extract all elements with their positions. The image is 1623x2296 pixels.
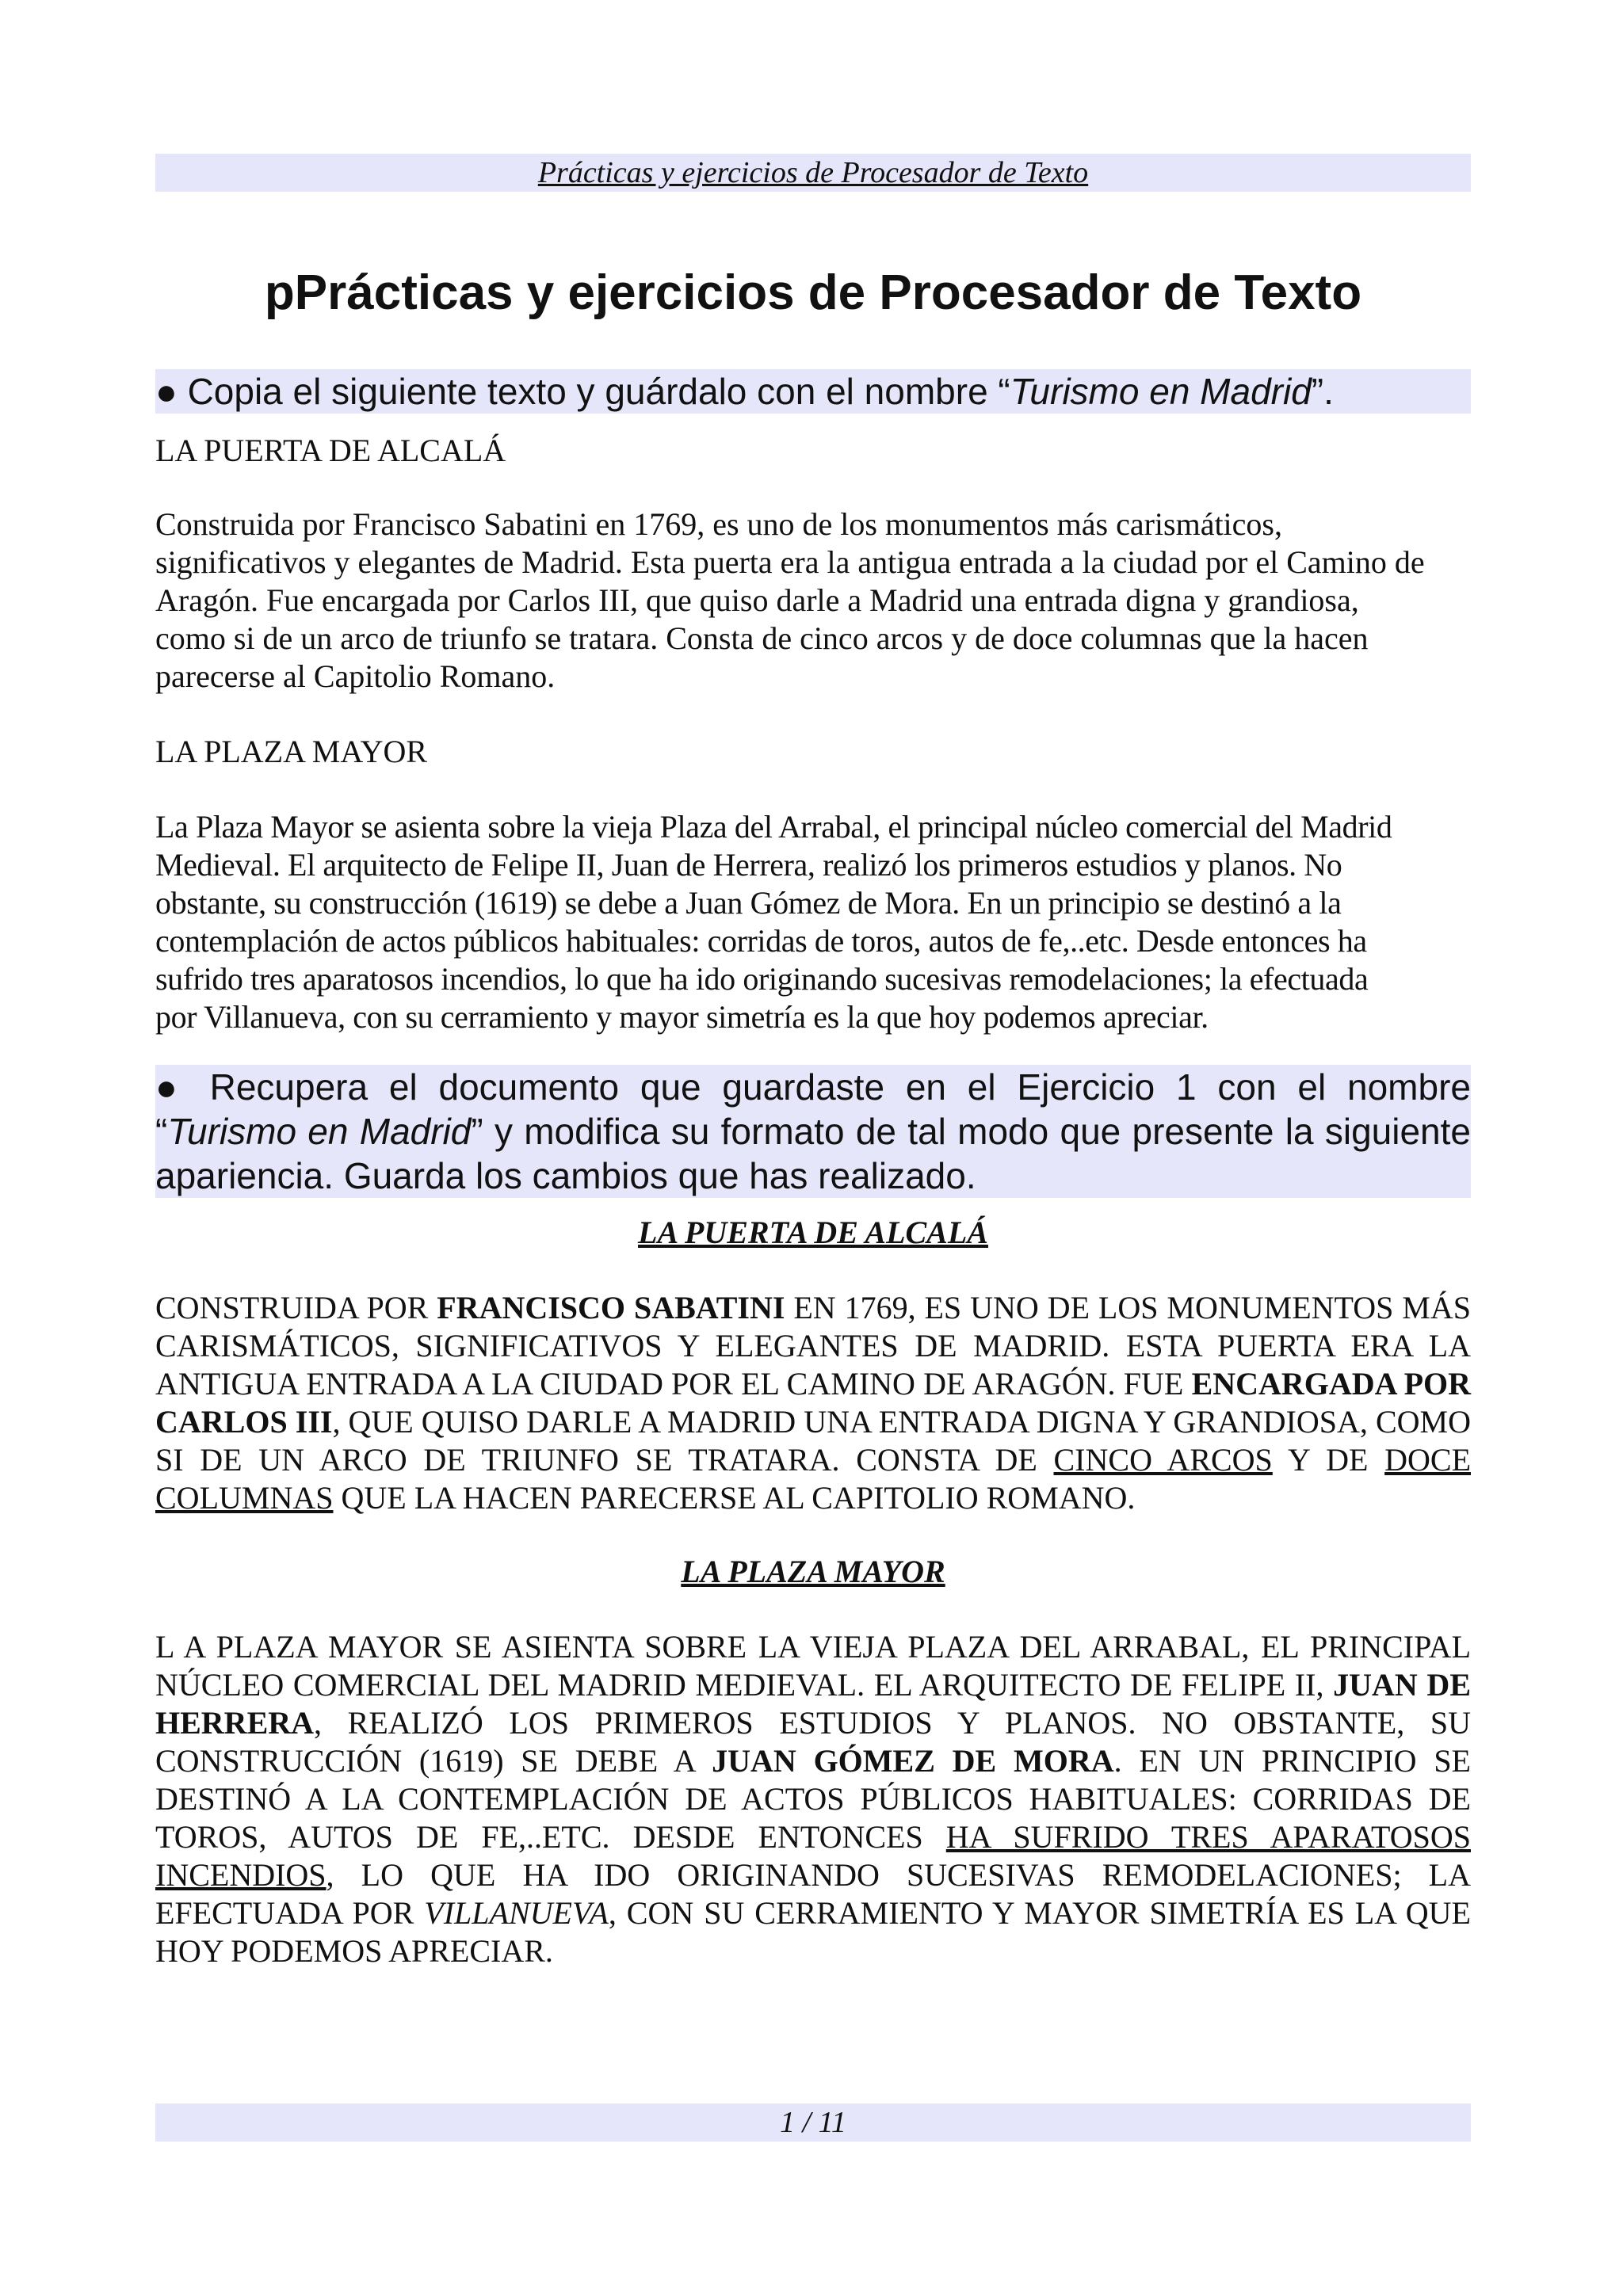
italic-name: VILLANUEVA (424, 1895, 609, 1931)
text-line: parecerse al Capitolio Romano. (155, 658, 556, 694)
text-line: significativos y elegantes de Madrid. Esta puerta era la antigua entrada a la ciudad por el Camino de (155, 544, 1425, 580)
plain-heading-plaza: LA PLAZA MAYOR (155, 734, 428, 769)
exercise-2-instruction: ● Recupera el documento que guardaste en el Ejercicio 1 con el nombre “Turismo en Madrid” y modifica su formato de tal modo que presente la siguiente apariencia. Guarda los cambios que has realizado. (155, 1066, 1472, 1196)
document-name: Turismo en Madrid (1010, 371, 1312, 412)
text-line: como si de un arco de triunfo se tratara. Consta de cinco arcos y de doce columnas que la hacen (155, 620, 1369, 656)
formatted-paragraph-puerta: CONSTRUIDA POR FRANCISCO SABATINI EN 1769, ES UNO DE LOS MONUMENTOS MÁS CARISMÁTICOS, SIGNIFICATIVOS Y ELEGANTES DE MADRID. ESTA PUERTA ERA LA ANTIGUA ENTRADA A LA CIUDAD POR EL CAMINO DE ARAGÓN. FUE ENCARGADA POR CARLOS III, QUE QUISO DARLE A MADRID UNA ENTRADA DIGNA Y GRANDIOSA, COMO SI DE UN ARCO DE TRIUNFO SE TRATARA. CONSTA DE CINCO ARCOS Y DE DOCE COLUMNAS QUE LA HACEN PARECERSE AL CAPITOLIO ROMANO. (155, 1290, 1472, 1516)
page-number: 1 / 11 (155, 2103, 1471, 2142)
plain-paragraph-puerta (155, 505, 1471, 696)
exercise-1-instruction: ● Copia el siguiente texto y guárdalo con el nombre “Turismo en Madrid”. (155, 369, 1471, 414)
formatted-heading-puerta: LA PUERTA DE ALCALÁ (638, 1215, 988, 1250)
text-line: Aragón. Fue encargada por Carlos III, que quiso darle a Madrid una entrada digna y grandiosa, (155, 582, 1359, 618)
document-title: pPrácticas y ejercicios de Procesador de Texto (264, 265, 1362, 320)
formatted-heading-plaza: LA PLAZA MAYOR (681, 1554, 945, 1589)
text-line: sufrido tres aparatosos incendios, lo que ha ido originando sucesivas remodelaciones; la efectuada (155, 961, 1369, 997)
bold-name: FRANCISCO SABATINI (437, 1290, 785, 1325)
text-line: por Villanueva, con su cerramiento y mayor simetría es la que hoy podemos apreciar. (155, 999, 1209, 1035)
underlined-phrase: HA SUFRIDO TRES APARATOSOS INCENDIOS (155, 1819, 1471, 1893)
text-line: obstante, su construcción (1619) se debe a Juan Gómez de Mora. En un principio se destinó a la (155, 885, 1342, 921)
underlined-phrase: DOCE COLUMNAS (155, 1442, 1471, 1516)
bold-phrase: ENCARGADA POR CARLOS III (155, 1366, 1472, 1440)
bullet-icon: ● (155, 371, 178, 412)
document-name: Turismo en Madrid (167, 1111, 472, 1152)
underlined-phrase: CINCO ARCOS (1053, 1442, 1273, 1478)
formatted-paragraph-plaza: L A PLAZA MAYOR SE ASIENTA SOBRE LA VIEJA PLAZA DEL ARRABAL, EL PRINCIPAL NÚCLEO COMERCIAL DEL MADRID MEDIEVAL. EL ARQUITECTO DE FELIPE II, JUAN DE HERRERA, REALIZÓ LOS PRIMEROS ESTUDIOS Y PLANOS. NO OBSTANTE, SU CONSTRUCCIÓN (1619) SE DEBE A JUAN GÓMEZ DE MORA. EN UN PRINCIPIO SE DESTINÓ A LA CONTEMPLACIÓN DE ACTOS PÚBLICOS HABITUALES: CORRIDAS DE TOROS, AUTOS DE FE,..ETC. DESDE ENTONCES HA SUFRIDO TRES APARATOSOS INCENDIOS, LO QUE HA IDO ORIGINANDO SUCESIVAS REMODELACIONES; LA EFECTUADA POR VILLANUEVA, CON SU CERRAMIENTO Y MAYOR SIMETRÍA ES LA QUE HOY PODEMOS APRECIAR. (155, 1629, 1471, 1969)
text-line: contemplación de actos públicos habituales: corridas de toros, autos de fe,..etc. Desde entonces ha (155, 923, 1367, 959)
text-line: La Plaza Mayor se asienta sobre la vieja Plaza del Arrabal, el principal núcleo comercial del Madrid (155, 809, 1392, 845)
text-line: Medieval. El arquitecto de Felipe II, Juan de Herrera, realizó los primeros estudios y planos. No (155, 847, 1342, 883)
plain-paragraph-plaza (155, 808, 1471, 1036)
bold-name: JUAN GÓMEZ DE MORA (712, 1743, 1114, 1779)
page-header: Prácticas y ejercicios de Procesador de Texto (155, 154, 1471, 192)
plain-heading-puerta: LA PUERTA DE ALCALÁ (155, 433, 506, 468)
bullet-icon: ● (155, 1066, 189, 1108)
bold-name: JUAN DE HERRERA (155, 1667, 1471, 1741)
text-line: Construida por Francisco Sabatini en 1769, es uno de los monumentos más carismáticos, (155, 506, 1282, 542)
